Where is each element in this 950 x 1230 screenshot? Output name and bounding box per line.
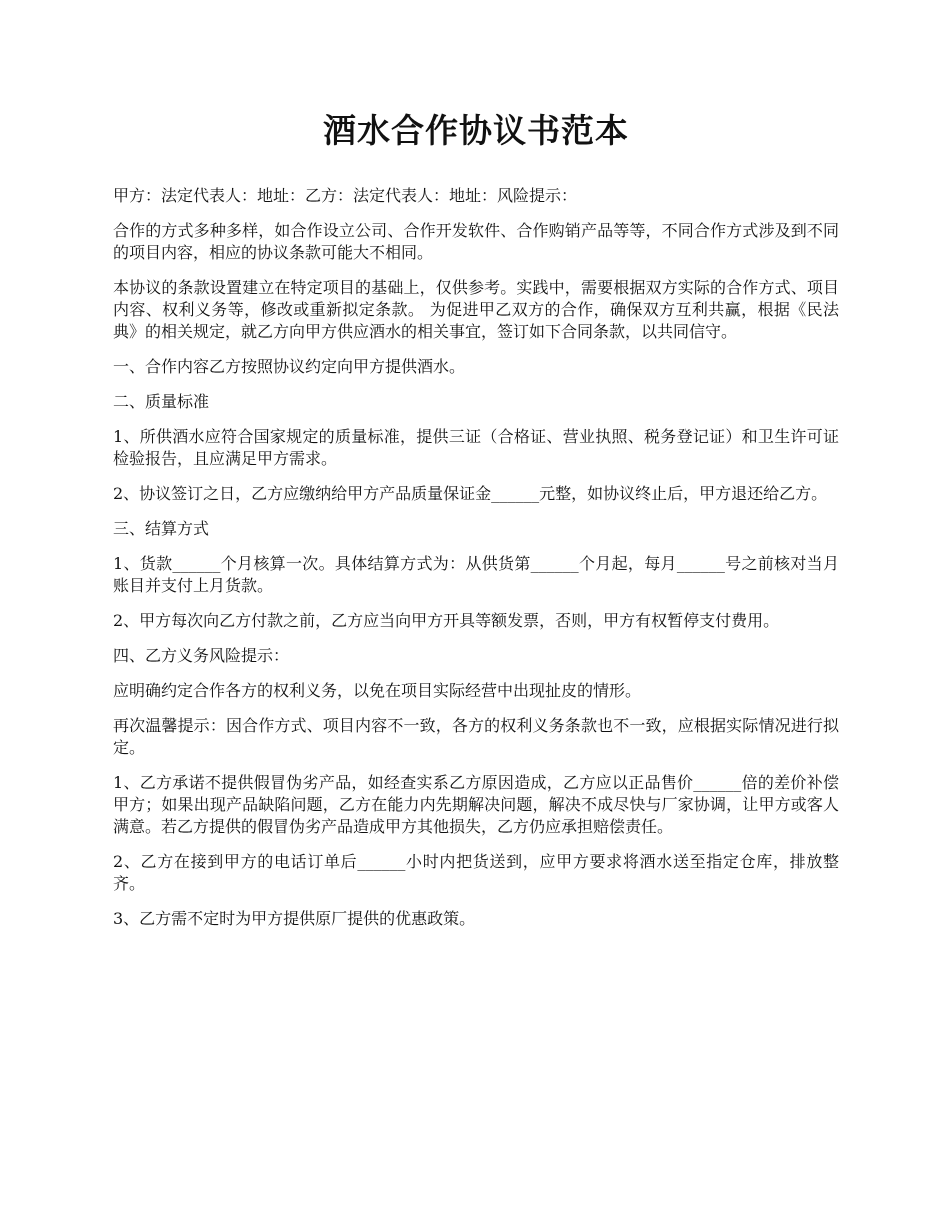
clause-settlement-2: 2、甲方每次向乙方付款之前，乙方应当向甲方开具等额发票，否则，甲方有权暂停支付费用。 xyxy=(113,610,780,630)
clause-obligation-2: 2、乙方在接到甲方的电话订单后______小时内把货送到，应甲方要求将酒水送至指定仓库，排放整齐。 xyxy=(113,851,839,893)
section-heading-quality-standard: 二、质量标准 xyxy=(113,391,210,411)
clause-quality-2: 2、协议签订之日，乙方应缴纳给甲方产品质量保证金______元整，如协议终止后，甲方退还给乙方。 xyxy=(113,483,828,503)
paragraph-preamble: 本协议的条款设置建立在特定项目的基础上，仅供参考。实践中，需要根据双方实际的合作方式、项目内容、权利义务等，修改或重新拟定条款。 为促进甲乙双方的合作，确保双方互利共赢，根据《民法典》的相关规定，就乙方向甲方供应酒水的相关事宜，签订如下合同条款，以共同信守。 xyxy=(113,277,839,341)
section-heading-cooperation-content: 一、合作内容乙方按照协议约定向甲方提供酒水。 xyxy=(113,356,466,376)
reminder-note: 再次温馨提示：因合作方式、项目内容不一致，各方的权利义务条款也不一致，应根据实际情况进行拟定。 xyxy=(113,715,839,757)
risk-note: 应明确约定合作各方的权利义务，以免在项目实际经营中出现扯皮的情形。 xyxy=(113,680,642,700)
clause-obligation-1: 1、乙方承诺不提供假冒伪劣产品，如经查实系乙方原因造成，乙方应以正品售价______倍的差价补偿甲方；如果出现产品缺陷问题，乙方在能力内先期解决问题，解决不成尽快与厂家协调，让甲方或客人满意。若乙方提供的假冒伪劣产品造成甲方其他损失，乙方仍应承担赔偿责任。 xyxy=(113,772,839,836)
paragraph-cooperation-methods: 合作的方式多种多样，如合作设立公司、合作开发软件、合作购销产品等等，不同合作方式涉及到不同的项目内容，相应的协议条款可能大不相同。 xyxy=(113,220,839,262)
section-heading-settlement: 三、结算方式 xyxy=(113,518,210,538)
document-title: 酒水合作协议书范本 xyxy=(323,111,629,150)
clause-quality-1: 1、所供酒水应符合国家规定的质量标准，提供三证（合格证、营业执照、税务登记证）和卫生许可证检验报告，且应满足甲方需求。 xyxy=(113,426,839,468)
clause-settlement-1: 1、货款______个月核算一次。具体结算方式为：从供货第______个月起，每月______号之前核对当月账目并支付上月货款。 xyxy=(113,553,839,595)
document-page xyxy=(113,110,839,943)
party-info-line: 甲方：法定代表人：地址：乙方：法定代表人：地址：风险提示： xyxy=(113,185,578,205)
section-heading-party-b-obligations: 四、乙方义务风险提示： xyxy=(113,645,290,665)
clause-obligation-3: 3、乙方需不定时为甲方提供原厂提供的优惠政策。 xyxy=(113,908,476,928)
